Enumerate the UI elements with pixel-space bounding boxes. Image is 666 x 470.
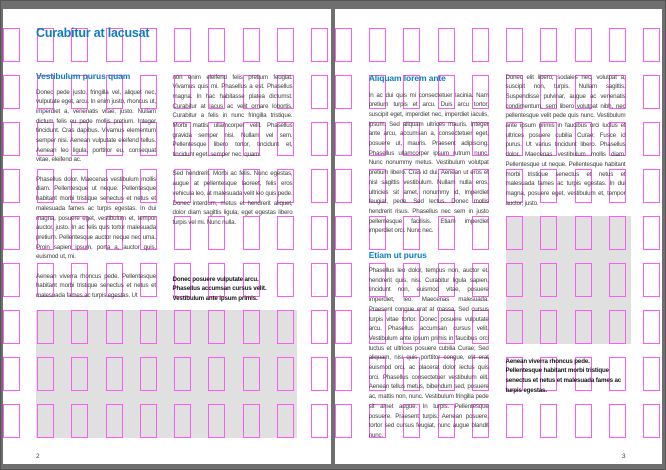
grid-module xyxy=(506,28,523,62)
grid-module xyxy=(3,263,20,297)
caption-line: Phasellus accumsan cursus velit. xyxy=(172,285,267,293)
grid-module xyxy=(643,169,660,203)
grid-module xyxy=(335,310,352,344)
grid-module xyxy=(609,28,626,62)
caption: Aenean viverra rhoncus pede. Pellentesque habitant morbi tristique senectus et netus et malesuada fames ac turpis egestas. xyxy=(505,357,622,394)
body-paragraph: non enim eleifend felis pretium feugiat. Vivamus quis mi. Phasellus a est. Phasellus magna. In hac habitasse platea dictumst. Curabitur at lacus ac velit ornare lobortis. Curabitur a felis in nunc fringilla tristique. Morbi mattis ullamcorper velit. Phasellus gravida semper nisi. Nullam vel sem. Pellentesque libero tortor, tincidunt et, tincidunt eget, semper nec, quam. xyxy=(172,73,293,159)
grid-module xyxy=(643,404,660,438)
body-paragraph: Donec pede justo, fringilla vel, aliquet nec, vulputate eget, arcu. In enim justo, rhoncus ut, imperdiet a, venenatis vitae, justo. Nullam dictum felis eu pede mollis pretium. Integer tincidunt. Cras dapibus. Vivamus elementum semper nisi. Aenean vulputate eleifend tellus. Aenean leo ligula, porttitor eu, consequat vitae, eleifend ac. xyxy=(36,88,156,164)
image-placeholder xyxy=(506,216,631,344)
grid-module xyxy=(575,28,592,62)
body-paragraph: Aenean viverra rhoncus pede. Pellentesque habitant morbi tristique senectus et netus et malesuada fames ac turpis egestas. Ut xyxy=(36,272,156,300)
section-heading: Etiam ut purus xyxy=(368,249,427,260)
grid-module xyxy=(438,28,455,62)
left-page xyxy=(3,9,331,464)
grid-module xyxy=(335,75,352,109)
grid-module xyxy=(643,263,660,297)
grid-module xyxy=(311,404,328,438)
grid-module xyxy=(3,404,20,438)
text-column xyxy=(369,91,489,246)
grid-module xyxy=(311,169,328,203)
caption xyxy=(173,275,293,304)
grid-module xyxy=(311,75,328,109)
page-number: 2 xyxy=(36,453,40,460)
grid-module xyxy=(335,404,352,438)
grid-module xyxy=(643,28,660,62)
grid-module xyxy=(311,310,328,344)
grid-module xyxy=(277,28,294,62)
grid-module xyxy=(369,28,386,62)
text-column xyxy=(36,88,156,311)
grid-module xyxy=(403,28,420,62)
grid-module xyxy=(335,263,352,297)
grid-module xyxy=(311,357,328,391)
section-heading: Vestibulum purus quam xyxy=(36,70,131,81)
grid-module xyxy=(335,169,352,203)
grid-module xyxy=(643,216,660,250)
page-number: 3 xyxy=(621,453,626,460)
grid-module xyxy=(3,122,20,156)
grid-module xyxy=(311,263,328,297)
grid-module xyxy=(643,310,660,344)
grid-module xyxy=(335,357,352,391)
grid-module xyxy=(643,75,660,109)
grid-module xyxy=(3,169,20,203)
body-paragraph: Phasellus leo dolor, tempus non, auctor et, hendrerit quis, nisi. Curabitur ligula sapien, tincidunt non, euismod vitae, posuere imperdiet, leo. Maecenas malesuada. Praesent congue erat at massa. Sed cursus turpis vitae tortor. Donec posuere vulputate arcu. Phasellus accumsan cursus velit. Vestibulum ante ipsum primis in faucibus orci luctus et ultrices posuere cubilia Curae; Sed aliquam, nisi quis porttitor congue, elit erat euismod orci, ac placerat dolor lectus quis orci. Phasellus consectetuer vestibulum elit. Aenean tellus metus, bibendum sed, posuere ac, mattis non, nunc. Vestibulum fringilla pede sit amet augue. In turpis. Pellentesque posuere. Praesent turpis. Aenean posuere, tortor sed cursus feugiat, nunc augue blandit nunc. xyxy=(368,267,489,439)
grid-module xyxy=(472,28,489,62)
body-paragraph: Phasellus dolor. Maecenas vestibulum mollis diam. Pellentesque ut neque. Pellentesque habitant morbi tristique senectus et netus et malesuada fames ac turpis egestas. In dui magna, posuere eget, vestibulum et, tempor auctor, justo. In ac felis quis tortor malesuada pretium. Pellentesque auctor neque nec urna. Proin sapien ipsum, porta a, auctor quis, euismod ut, mi. xyxy=(36,175,156,261)
text-column xyxy=(173,73,293,238)
grid-module xyxy=(243,28,260,62)
grid-module xyxy=(540,28,557,62)
grid-module xyxy=(311,28,328,62)
grid-module xyxy=(311,122,328,156)
section-heading: Aliquam lorem ante xyxy=(368,73,446,83)
body-paragraph: Donec elit libero, sodales nec, volutpat a, suscipit non, turpis. Nullam sagittis. Suspendisse pulvinar, augue ac venenatis condimentum, sem libero volutpat nibh, nec pellentesque velit pede quis nunc. Vestibulum ante ipsum primis in faucibus orci luctus et ultrices posuere cubilia Curae; Fusce id purus. Ut varius tincidunt libero. Phasellus dolor. Maecenas vestibulum mollis diam. Pellentesque ut neque. Pellentesque habitant morbi tristique senectus et netus et malesuada fames ac turpis egestas. In dui magna, posuere eget, vestibulum et, tempor auctor, justo. xyxy=(505,73,626,207)
body-paragraph: In ac dui quis mi consectetuer lacinia. Nam pretium turpis et arcu. Duis arcu tortor, suscipit eget, imperdiet nec, imperdiet iaculis, ipsum. Sed aliquam ultrices mauris. Integer ante arcu, accumsan a, consectetuer eget, posuere ut, mauris. Praesent adipiscing. Phasellus ullamcorper ipsum rutrum nunc. Nunc nonummy metus. Vestibulum volutpat pretium libero. Cras id dui. Aenean ut eros et nisl sagittis vestibulum. Nullam nulla eros, ultricies sit amet, nonummy id, imperdiet feugiat, pede. Sed lectus. Donec mollis hendrerit risus. Phasellus nec sem in justo pellentesque facilisis. Etiam imperdiet imperdiet orci. Nunc nec. xyxy=(368,91,489,235)
grid-module xyxy=(643,122,660,156)
grid-module xyxy=(3,310,20,344)
grid-module xyxy=(609,404,626,438)
grid-module xyxy=(335,28,352,62)
caption-line: Vestibulum ante ipsum primis. xyxy=(172,294,258,302)
grid-module xyxy=(335,216,352,250)
grid-module xyxy=(540,404,557,438)
grid-module xyxy=(3,357,20,391)
grid-module xyxy=(335,122,352,156)
grid-module xyxy=(575,404,592,438)
right-page xyxy=(335,9,663,464)
body-paragraph: Sed hendrerit. Morbi ac felis. Nunc egestas, augue at pellentesque laoreet, felis eros vehicula leo, at malesuada velit leo quis pede. Donec interdum, metus et hendrerit aliquet, dolor diam sagittis ligula, eget egestas libero turpis vel mi. Nunc nulla. xyxy=(172,170,293,226)
grid-module xyxy=(643,357,660,391)
grid-module xyxy=(3,216,20,250)
caption-line: Donec posuere vulputate arcu. xyxy=(172,275,259,283)
image-placeholder xyxy=(36,310,297,438)
grid-module xyxy=(506,404,523,438)
text-column xyxy=(506,73,626,218)
page-title: Curabitur at lacusat xyxy=(36,26,150,40)
grid-module xyxy=(3,28,20,62)
grid-module xyxy=(3,75,20,109)
text-column xyxy=(369,266,489,450)
grid-module xyxy=(311,216,328,250)
